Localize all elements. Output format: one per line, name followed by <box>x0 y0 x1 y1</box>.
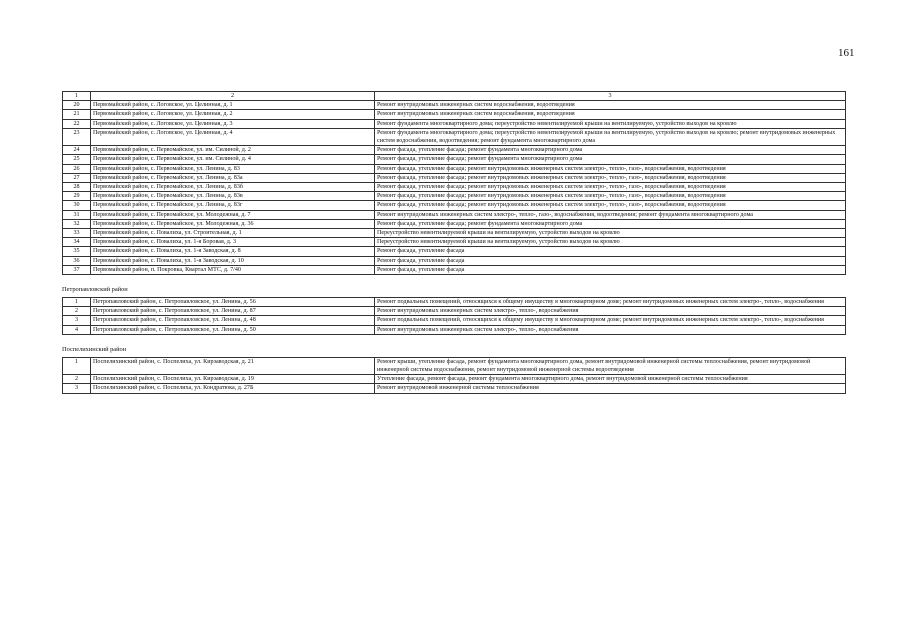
address-cell: Первомайский район, с. Повалиха, ул. 1-я Боровая, д. 3 <box>91 238 375 247</box>
works-cell: Ремонт крыши, утепление фасада, ремонт фундамента многоквартирного дома, ремонт внутридомовой инженерной системы теплоснабжения, ремонт внутридомовой инженерной системы водоснабжения, ремонт внутридомовой инженерной системы водоотведения <box>375 357 846 374</box>
page-number: 161 <box>838 47 855 59</box>
table-row <box>63 210 846 219</box>
row-number: 34 <box>63 238 91 247</box>
table-row <box>63 146 846 155</box>
address-cell: Первомайский район, с. Повалиха, ул. 1-я Заводская, д. 10 <box>91 256 375 265</box>
address-cell: Петропавловский район, с. Петропавловское, ул. Ленина, д. 87 <box>91 307 375 316</box>
address-cell: Поспелихинский район, с. Поспелиха, ул. Кирзаводская, д. 19 <box>91 375 375 384</box>
works-cell: Ремонт фасада, утепление фасада; ремонт внутридомовых инженерных систем электро-, тепло-, газо-, водоснабжения, водоотведения <box>375 201 846 210</box>
row-number: 31 <box>63 210 91 219</box>
table-row <box>63 119 846 128</box>
table-row <box>63 298 846 307</box>
row-number: 20 <box>63 101 91 110</box>
works-cell: Ремонт фасада, утепление фасада <box>375 256 846 265</box>
works-cell: Ремонт подвальных помещений, относящихся к общему имуществу в многоквартирном доме; ремонт внутридомовых инженерных систем электро-, тепло-, водоснабжения <box>375 298 846 307</box>
table-row <box>63 110 846 119</box>
works-cell: Ремонт фасада, утепление фасада <box>375 247 846 256</box>
column-header: 3 <box>375 92 846 101</box>
address-cell: Первомайский район, с. Логовское, ул. Целинная, д. 1 <box>91 101 375 110</box>
row-number: 37 <box>63 265 91 274</box>
row-number: 3 <box>63 384 91 393</box>
address-cell: Первомайский район, с. Логовское, ул. Целинная, д. 3 <box>91 119 375 128</box>
works-cell: Ремонт фасада, утепление фасада; ремонт фундамента многоквартирного дома <box>375 219 846 228</box>
works-cell: Ремонт фасада, утепление фасада; ремонт внутридомовых инженерных систем электро-, тепло-, газо-, водоснабжения, водоотведения <box>375 173 846 182</box>
address-cell: Первомайский район, с. Первомайское, ул. Ленина, д. 83а <box>91 173 375 182</box>
table-row <box>63 164 846 173</box>
section-title: Поспелихинский район <box>62 345 127 353</box>
works-cell: Ремонт фасада, утепление фасада <box>375 265 846 274</box>
table-row <box>63 128 846 145</box>
row-number: 33 <box>63 229 91 238</box>
works-cell: Ремонт подвальных помещений, относящихся к общему имуществу в многоквартирном доме; ремонт внутридомовых инженерных систем электро-, тепло-, водоснабжения <box>375 316 846 325</box>
works-cell: Утепление фасада, ремонт фасада, ремонт фундамента многоквартирного дома, ремонт внутридомовой инженерной системы теплоснабжения <box>375 375 846 384</box>
table-row <box>63 375 846 384</box>
works-cell: Ремонт фасада, утепление фасада; ремонт фундамента многоквартирного дома <box>375 146 846 155</box>
row-number: 35 <box>63 247 91 256</box>
works-cell: Ремонт внутридомовых инженерных систем электро-, тепло-, водоснабжения <box>375 307 846 316</box>
row-number: 22 <box>63 119 91 128</box>
works-cell: Ремонт фундамента многоквартирного дома; переустройство невентилируемой крыши на вентилируемую, устройство выходов на кровлю; ремонт внутридомовых инженерных систем водоснабжения, водоотведения; ремонт фундамента многоквартирного дома <box>375 128 846 145</box>
address-cell: Первомайский район, с. Повалиха, ул. Строительная, д. 1 <box>91 229 375 238</box>
row-number: 30 <box>63 201 91 210</box>
address-cell: Первомайский район, с. Первомайское, ул. Ленина, д. 83б <box>91 183 375 192</box>
works-cell: Ремонт фасада, утепление фасада; ремонт фундамента многоквартирного дома <box>375 155 846 164</box>
works-cell: Переустройство невентилируемой крыши на вентилируемую, устройство выходов на кровлю <box>375 229 846 238</box>
row-number: 27 <box>63 173 91 182</box>
row-number: 21 <box>63 110 91 119</box>
row-number: 2 <box>63 375 91 384</box>
table-row <box>63 265 846 274</box>
address-cell: Первомайский район, с. Первомайское, ул. им. Силиной, д. 2 <box>91 146 375 155</box>
address-cell: Поспелихинский район, с. Поспелиха, ул. Кондратюка, д. 27Б <box>91 384 375 393</box>
table-row <box>63 101 846 110</box>
address-cell: Первомайский район, с. Повалиха, ул. 1-я Заводская, д. 8 <box>91 247 375 256</box>
table-row <box>63 325 846 334</box>
address-cell: Первомайский район, с. Логовское, ул. Целинная, д. 4 <box>91 128 375 145</box>
row-number: 25 <box>63 155 91 164</box>
table-row <box>63 219 846 228</box>
works-cell: Ремонт внутридомовых инженерных систем электро-, тепло-, водоснабжения <box>375 325 846 334</box>
row-number: 32 <box>63 219 91 228</box>
address-cell: Поспелихинский район, с. Поспелиха, ул. Кирзаводская, д. 21 <box>91 357 375 374</box>
works-table <box>62 91 846 275</box>
row-number: 26 <box>63 164 91 173</box>
table-row <box>63 155 846 164</box>
works-cell: Ремонт фундамента многоквартирного дома; переустройство невентилируемой крыши на вентилируемую, устройство выходов на кровлю <box>375 119 846 128</box>
document-body <box>62 91 845 394</box>
row-number: 24 <box>63 146 91 155</box>
table-row <box>63 316 846 325</box>
section-title: Петропавловский район <box>62 286 128 294</box>
row-number: 4 <box>63 325 91 334</box>
works-table <box>62 297 846 335</box>
column-header: 1 <box>63 92 91 101</box>
row-number: 1 <box>63 298 91 307</box>
address-cell: Первомайский район, с. Первомайское, ул. Молодежная, д. 36 <box>91 219 375 228</box>
table-row <box>63 357 846 374</box>
header-row <box>63 92 846 101</box>
works-cell: Ремонт внутридомовых инженерных систем водоснабжения, водоотведения <box>375 101 846 110</box>
address-cell: Первомайский район, с. Первомайское, ул. Ленина, д. 83г <box>91 201 375 210</box>
address-cell: Первомайский район, с. Логовское, ул. Целинная, д. 2 <box>91 110 375 119</box>
address-cell: Первомайский район, с. Первомайское, ул. Ленина, д. 83в <box>91 192 375 201</box>
row-number: 28 <box>63 183 91 192</box>
works-cell: Ремонт фасада, утепление фасада; ремонт внутридомовых инженерных систем электро-, тепло-, газо-, водоснабжения, водоотведения <box>375 164 846 173</box>
table-row <box>63 384 846 393</box>
works-table <box>62 357 846 394</box>
address-cell: Первомайский район, с. Первомайское, ул. Молодежная, д. 7 <box>91 210 375 219</box>
works-cell: Ремонт фасада, утепление фасада; ремонт внутридомовых инженерных систем электро-, тепло-, газо-, водоснабжения, водоотведения <box>375 183 846 192</box>
address-cell: Петропавловский район, с. Петропавловское, ул. Ленина, д. 48 <box>91 316 375 325</box>
address-cell: Первомайский район, п. Покровка, Квартал МТС, д. 7/40 <box>91 265 375 274</box>
works-cell: Переустройство невентилируемой крыши на вентилируемую, устройство выходов на кровлю <box>375 238 846 247</box>
row-number: 36 <box>63 256 91 265</box>
column-header: 2 <box>91 92 375 101</box>
works-cell: Ремонт фасада, утепление фасада; ремонт внутридомовых инженерных систем электро-, тепло-, газо-, водоснабжения, водоотведения <box>375 192 846 201</box>
row-number: 2 <box>63 307 91 316</box>
table-row <box>63 247 846 256</box>
table-row <box>63 238 846 247</box>
table-row <box>63 256 846 265</box>
row-number: 23 <box>63 128 91 145</box>
address-cell: Первомайский район, с. Первомайское, ул. Ленина, д. 83 <box>91 164 375 173</box>
works-cell: Ремонт внутридомовых инженерных систем электро-, тепло-, газо-, водоснабжения, водоотведения; ремонт фундамента многоквартирного дома <box>375 210 846 219</box>
table-row <box>63 307 846 316</box>
address-cell: Петропавловский район, с. Петропавловское, ул. Ленина, д. 56 <box>91 298 375 307</box>
table-row <box>63 229 846 238</box>
table-row <box>63 201 846 210</box>
address-cell: Петропавловский район, с. Петропавловское, ул. Ленина, д. 50 <box>91 325 375 334</box>
works-cell: Ремонт внутридомовых инженерных систем водоснабжения, водоотведения <box>375 110 846 119</box>
table-row <box>63 183 846 192</box>
address-cell: Первомайский район, с. Первомайское, ул. им. Силиной, д. 4 <box>91 155 375 164</box>
row-number: 1 <box>63 357 91 374</box>
row-number: 29 <box>63 192 91 201</box>
row-number: 3 <box>63 316 91 325</box>
table-row <box>63 173 846 182</box>
works-cell: Ремонт внутридомовой инженерной системы теплоснабжения <box>375 384 846 393</box>
table-row <box>63 192 846 201</box>
